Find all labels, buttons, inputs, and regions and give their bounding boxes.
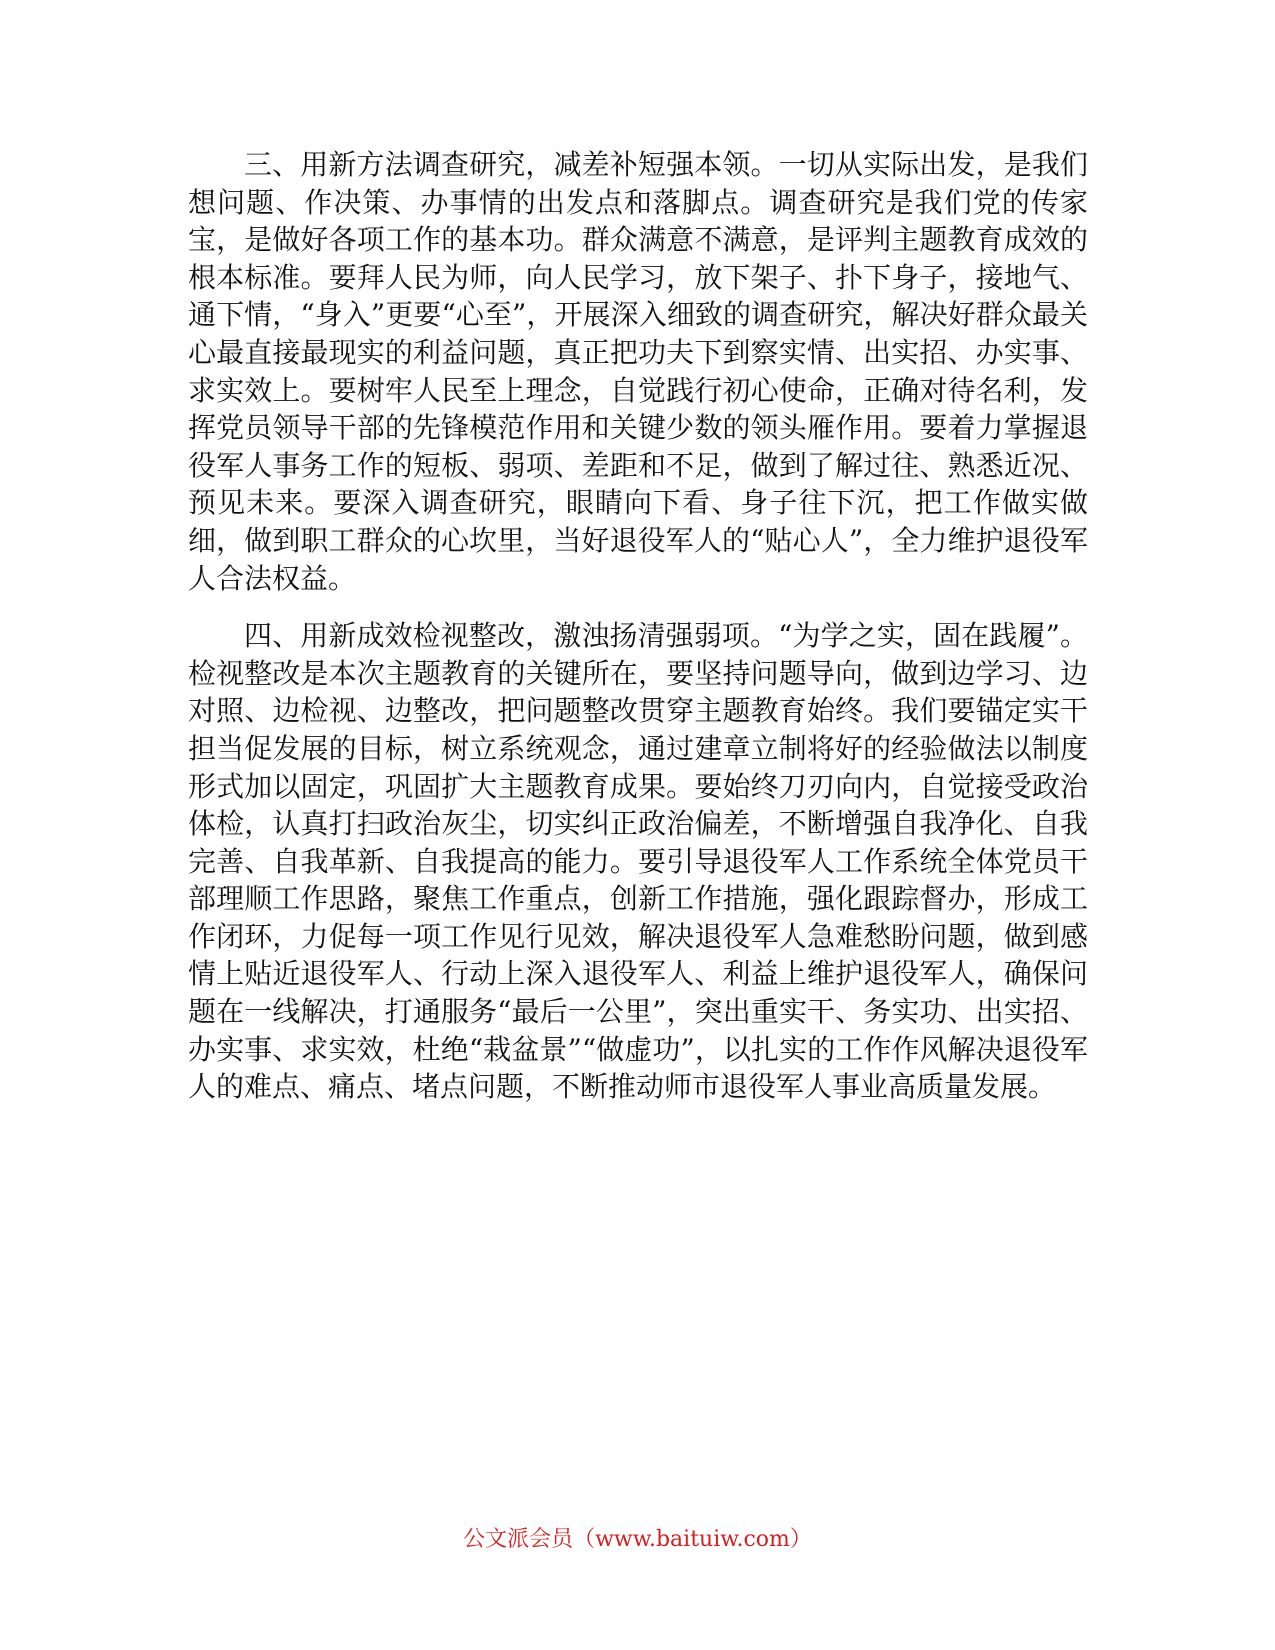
paragraph-section-three: 三、用新方法调查研究，减差补短强本领。一切从实际出发，是我们想问题、作决策、办事情的出发点和落脚点。调查研究是我们党的传家宝，是做好各项工作的基本功。群众满意不满意，是评判主题教育成效的根本标准。要拜人民为师，向人民学习，放下架子、扑下身子，接地气、通下情，“身入”更要“心至”，开展深入细致的调查研究，解决好群众最关心最直接最现实的利益问题，真正把功夫下到察实情、出实招、办实事、求实效上。要树牢人民至上理念，自觉践行初心使命，正确对待名利，发挥党员领导干部的先锋模范作用和关键少数的领头雁作用。要着力掌握退役军人事务工作的短板、弱项、差距和不足，做到了解过往、熟悉近况、预见未来。要深入调查研究，眼睛向下看、身子往下沉，把工作做实做细，做到职工群众的心坎里，当好退役军人的“贴心人”，全力维护退役军人合法权益。: [188, 148, 1088, 595]
paragraph-section-four: 四、用新成效检视整改，激浊扬清强弱项。“为学之实，固在践履”。检视整改是本次主题教育的关键所在，要坚持问题导向，做到边学习、边对照、边检视、边整改，把问题整改贯穿主题教育始终。我们要锚定实干担当促发展的目标，树立系统观念，通过建章立制将好的经验做法以制度形式加以固定，巩固扩大主题教育成果。要始终刀刃向内，自觉接受政治体检，认真打扫政治灰尘，切实纠正政治偏差，不断增强自我净化、自我完善、自我革新、自我提高的能力。要引导退役军人工作系统全体党员干部理顺工作思路，聚焦工作重点，创新工作措施，强化跟踪督办，形成工作闭环，力促每一项工作见行见效，解决退役军人急难愁盼问题，做到感情上贴近退役军人、行动上深入退役军人、利益上维护退役军人，确保问题在一线解决，打通服务“最后一公里”，突出重实干、务实功、出实招、办实事、求实效，杜绝“栽盆景”“做虚功”，以扎实的工作作风解决退役军人的难点、痛点、堵点问题，不断推动师市退役军人事业高质量发展。: [188, 619, 1088, 1104]
document-body: [188, 146, 1088, 1106]
footer-watermark-link[interactable]: 公文派会员（www.baituiw.com）: [463, 1527, 812, 1552]
